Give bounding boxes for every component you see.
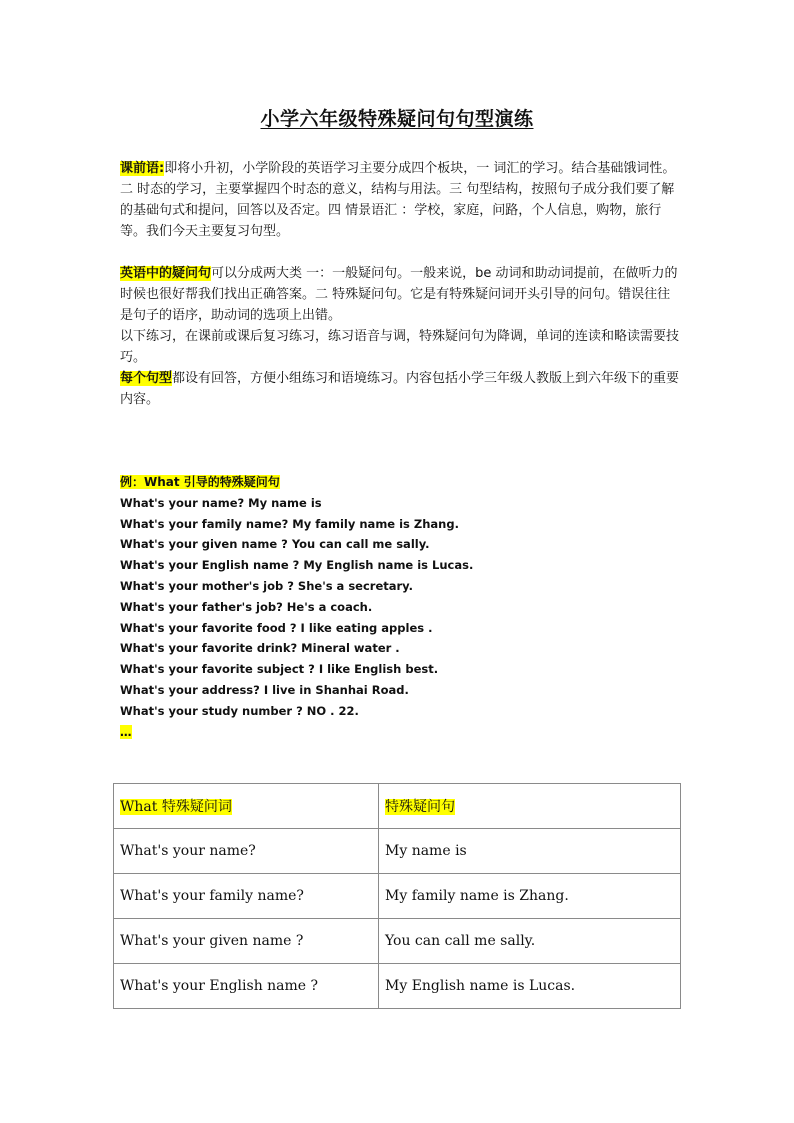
table-cell: What's your family name? [114,874,379,919]
table-header-cell: 特殊疑问句 [379,784,681,829]
table-cell: What's your name? [114,829,379,874]
example-line: What's your favorite food ? I like eating apples . [120,620,433,635]
table-cell: My English name is Lucas. [379,964,681,1009]
question-table [113,783,681,1009]
example-line: What's your family name? My family name is Zhang. [120,516,459,531]
each-label: 每个句型 [120,371,173,386]
table-header-row [114,784,681,829]
table-row [114,829,681,874]
example-ellipsis: … [120,724,132,739]
table-cell: What's your English name ? [114,964,379,1009]
each-text: 都设有回答，方便小组练习和语境练习。内容包括小学三年级人教版上到六年级下的重要内容。 [120,371,680,407]
intro-label: 课前语: [120,161,165,176]
example-line: What's your favorite drink? Mineral water . [120,641,400,656]
intro-text: 即将小升初，小学阶段的英语学习主要分成四个板块，一 词汇的学习。结合基础饿词性。 二 时态的学习，主要掌握四个时态的意义，结构与用法。三 句型结构，按照句子成分我们要了解的基础句式和提问，回答以及否定。四 情景语汇 ：学校，家庭，问路，个人信息，购物，旅行等。我们今天主要复习句型。 [120,161,676,239]
table-row [114,874,681,919]
example-line: What's your English name ? My English name is Lucas. [120,558,474,573]
example-line: What's your father's job? He's a coach. [120,599,373,614]
table-header-cell: What 特殊疑问词 [114,784,379,829]
questions-paragraph [120,263,682,326]
example-title [120,472,680,493]
table-cell: My name is [379,829,681,874]
each-paragraph [120,368,682,410]
questions-text: 可以分成两大类 一：一般疑问句。一般来说，be 动词和助动词提前，在做听力的时候也很好帮我们找出正确答案。二 特殊疑问句。它是有特殊疑问词开头引导的问句。错误往往是句子的语序，助动词的选项上出错。 [120,266,678,323]
table-row [114,964,681,1009]
table-cell: What's your given name ? [114,919,379,964]
example-line: What's your address? I live in Shanhai Road. [120,682,409,697]
example-line: What's your favorite subject ? I like English best. [120,662,439,677]
intro-paragraph [120,158,682,242]
example-line: What's your name? My name is [120,495,322,510]
example-title-text: What 引导的特殊疑问句 [144,475,280,489]
questions-label: 英语中的疑问句 [120,266,212,281]
practice-text: 以下练习，在课前或课后复习练习，练习语音与调，特殊疑问句为降调，单词的连读和略读需要技巧。 [120,329,680,365]
page-title: 小学六年级特殊疑问句句型演练 [260,108,534,130]
table-cell: My family name is Zhang. [379,874,681,919]
table-cell: You can call me sally. [379,919,681,964]
example-line: What's your given name ? You can call me sally. [120,537,430,552]
example-line: What's your mother's job ? She's a secretary. [120,578,413,593]
example-line: What's your study number ? NO . 22. [120,703,359,718]
example-prefix: 例： [120,475,145,489]
example-section [120,472,680,742]
practice-paragraph [120,326,682,368]
table-row [114,919,681,964]
